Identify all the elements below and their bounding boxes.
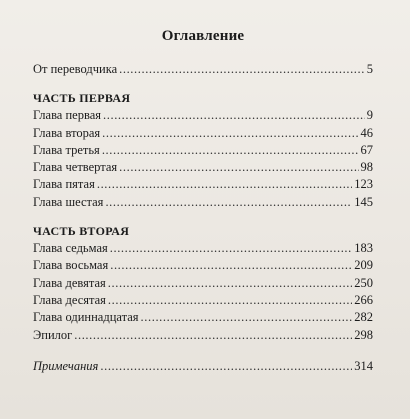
toc-entry — [33, 194, 373, 211]
toc-entry-label: От переводчика — [33, 62, 118, 76]
toc-entry-label: Глава восьмая — [33, 258, 109, 273]
toc-entry-label: Глава первая — [33, 108, 102, 123]
toc-entry-label: Глава девятая — [33, 275, 106, 290]
toc-entry-page: 46 — [360, 125, 373, 140]
toc-entry-page: 5 — [366, 62, 373, 76]
part-heading-1: ЧАСТЬ ПЕРВАЯ — [33, 91, 131, 106]
toc-entry-label: Примечания — [33, 358, 99, 373]
toc-entry-page: 314 — [354, 358, 373, 373]
toc-entry-intro — [33, 61, 373, 78]
dot-leader — [100, 358, 352, 375]
toc-entry-label: Глава пятая — [33, 177, 95, 192]
dot-leader — [102, 142, 359, 159]
dot-leader — [108, 275, 352, 292]
table-of-contents — [33, 28, 373, 375]
dot-leader — [110, 257, 352, 274]
dot-leader — [141, 309, 353, 326]
toc-entry-label: Глава десятая — [33, 292, 106, 307]
toc-entry-page: 209 — [354, 258, 373, 273]
toc-entry-label: Глава вторая — [33, 125, 101, 140]
toc-entry — [33, 159, 373, 176]
toc-entry-label: Глава одиннадцатая — [33, 310, 139, 325]
toc-entry-page: 282 — [354, 310, 373, 325]
toc-entry — [33, 275, 373, 292]
toc-entry-page: 145 — [354, 194, 373, 209]
dot-leader — [103, 107, 365, 124]
part-heading-2: ЧАСТЬ ВТОРАЯ — [33, 224, 130, 239]
dot-leader — [119, 159, 358, 176]
toc-entry-page: 250 — [354, 275, 373, 290]
toc-entry — [33, 125, 373, 142]
dot-leader — [102, 125, 358, 142]
toc-title: Оглавление — [161, 28, 245, 44]
dot-leader — [97, 176, 352, 193]
toc-entry — [33, 240, 373, 257]
dot-leader — [110, 240, 353, 257]
toc-entry — [33, 257, 373, 274]
toc-entry-page: 9 — [366, 108, 373, 123]
toc-entry-page: 298 — [354, 327, 373, 342]
toc-entry — [33, 107, 373, 124]
toc-entry-label: Глава шестая — [33, 194, 104, 209]
toc-entry-label: Глава третья — [33, 142, 100, 157]
toc-entry-label: Эпилог — [33, 327, 73, 342]
toc-entry-label: Глава четвертая — [33, 160, 118, 175]
toc-entry-notes — [33, 358, 373, 375]
toc-entry — [33, 142, 373, 159]
toc-entry-page: 183 — [354, 241, 373, 256]
dot-leader — [105, 194, 352, 211]
toc-entry-page: 266 — [354, 292, 373, 307]
toc-entry-page: 123 — [354, 177, 373, 192]
toc-entry — [33, 292, 373, 309]
dot-leader — [74, 327, 352, 344]
dot-leader — [119, 61, 365, 78]
toc-entry — [33, 176, 373, 193]
toc-entry-page: 98 — [360, 160, 373, 175]
dot-leader — [108, 292, 352, 309]
toc-entry-label: Глава седьмая — [33, 241, 108, 256]
toc-entry-page: 67 — [360, 142, 373, 157]
toc-entry — [33, 327, 373, 344]
toc-entry — [33, 309, 373, 326]
